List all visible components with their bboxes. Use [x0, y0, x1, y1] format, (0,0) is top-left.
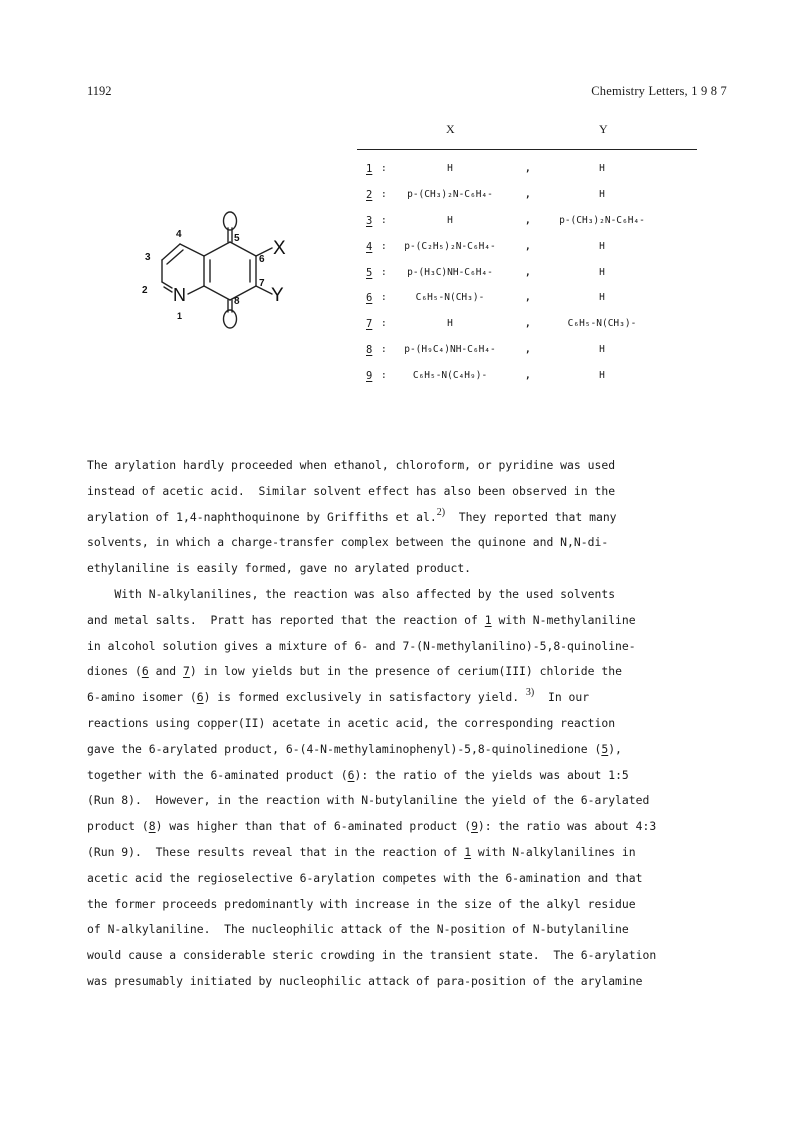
y-value: H — [599, 163, 605, 174]
text-line: solvents, in which a charge-transfer complex between the quinone and N,N-di- — [87, 535, 609, 550]
table-row: 1 : H , H — [366, 163, 605, 175]
text-line: 6-amino isomer (6) is formed exclusively in satisfactory yield. 3) In our — [87, 687, 590, 705]
y-value: p-(CH₃)₂N-C₆H₄- — [559, 215, 645, 226]
table-row: 3 : H , p-(CH₃)₂N-C₆H₄- — [366, 215, 645, 227]
table-row: 9 : C₆H₅-N(C₄H₉)- , H — [366, 370, 605, 382]
compound-number: 7 — [366, 318, 373, 330]
compound-number: 6 — [366, 292, 373, 304]
reference-marker: 2) — [436, 506, 446, 518]
compound-number: 2 — [366, 189, 373, 201]
text-line: diones (6 and 7) in low yields but in the presence of cerium(III) chloride the — [87, 664, 622, 679]
position-6: 6 — [259, 254, 265, 265]
y-value: H — [599, 189, 605, 200]
x-value: C₆H₅-N(CH₃)- — [415, 292, 485, 303]
compound-number: 5 — [366, 267, 373, 279]
x-value: p-(H₉C₄)NH-C₆H₄- — [404, 344, 496, 355]
compound-number: 8 — [366, 344, 373, 356]
column-header-x: X — [446, 122, 455, 136]
position-8: 8 — [234, 296, 240, 307]
compound-number: 9 — [366, 370, 373, 382]
table-row: 2 : p-(CH₃)₂N-C₆H₄- , H — [366, 189, 605, 201]
table-row: 8 : p-(H₉C₄)NH-C₆H₄- , H — [366, 344, 605, 356]
table-row: 7 : H , C₆H₅-N(CH₃)- — [366, 318, 637, 330]
text-line: in alcohol solution gives a mixture of 6- and 7-(N-methylanilino)-5,8-quinoline- — [87, 638, 636, 653]
text-line: would cause a considerable steric crowding in the transient state. The 6-arylation — [87, 948, 657, 963]
text-line: the former proceeds predominantly with increase in the size of the alkyl residue — [87, 896, 636, 911]
journal-running-head: Chemistry Letters, 1 9 8 7 — [591, 84, 727, 98]
text-line: With N-alkylanilines, the reaction was also affected by the used solvents — [87, 586, 616, 601]
y-value: H — [599, 292, 605, 303]
compound-ref: 6 — [347, 767, 355, 782]
substituent-x: X — [273, 238, 286, 259]
x-value: H — [447, 215, 453, 226]
body-text — [87, 455, 737, 997]
compound-number: 4 — [366, 241, 373, 253]
text-line: (Run 9). These results reveal that in the reaction of 1 with N-alkylanilines in — [87, 844, 636, 859]
compound-ref: 1 — [464, 844, 472, 859]
y-value: H — [599, 267, 605, 278]
reference-marker: 3) — [525, 687, 535, 699]
table-row: 5 : p-(H₃C)NH-C₆H₄- , H — [366, 267, 605, 279]
table-row: 6 : C₆H₅-N(CH₃)- , H — [366, 292, 605, 304]
compound-ref: 6 — [196, 690, 204, 705]
x-value: C₆H₅-N(C₄H₉)- — [412, 370, 488, 381]
text-line: together with the 6-aminated product (6): the ratio of the yields was about 1:5 — [87, 767, 629, 782]
text-line: ethylaniline is easily formed, gave no arylated product. — [87, 561, 472, 576]
y-value: H — [599, 344, 605, 355]
x-value: H — [447, 318, 453, 329]
compound-number: 1 — [366, 163, 373, 175]
page-number: 1192 — [87, 84, 112, 98]
position-5: 5 — [234, 233, 240, 244]
text-line: gave the 6-arylated product, 6-(4-N-methylaminophenyl)-5,8-quinolinedione (5), — [87, 741, 622, 756]
text-line: was presumably initiated by nucleophilic attack of para-position of the arylamine — [87, 973, 643, 988]
text-line: (Run 8). However, in the reaction with N-butylaniline the yield of the 6-arylated — [87, 793, 650, 808]
y-value: C₆H₅-N(CH₃)- — [567, 318, 637, 329]
text-line: and metal salts. Pratt has reported that the reaction of 1 with N-methylaniline — [87, 612, 636, 627]
table-row: 4 : p-(C₂H₅)₂N-C₆H₄- , H — [366, 241, 605, 253]
text-line: arylation of 1,4-naphthoquinone by Griffiths et al.2) They reported that many — [87, 506, 617, 524]
compound-ref: 1 — [484, 612, 492, 627]
text-line: acetic acid the regioselective 6-arylation competes with the 6-amination and that — [87, 870, 643, 885]
compound-ref: 9 — [471, 819, 478, 834]
position-3: 3 — [145, 252, 151, 263]
ring-nitrogen: N — [173, 285, 186, 305]
compound-ref: 6 — [141, 664, 149, 679]
position-2: 2 — [142, 285, 148, 296]
text-line: instead of acetic acid. Similar solvent effect has also been observed in the — [87, 483, 616, 498]
text-line: The arylation hardly proceeded when ethanol, chloroform, or pyridine was used — [87, 458, 616, 472]
text-line: of N-alkylaniline. The nucleophilic attack of the N-position of N-butylaniline — [87, 922, 629, 937]
column-header-y: Y — [599, 122, 608, 136]
x-value: p-(C₂H₅)₂N-C₆H₄- — [404, 241, 496, 252]
compound-ref: 5 — [601, 741, 609, 756]
x-value: p-(H₃C)NH-C₆H₄- — [407, 267, 493, 278]
x-value: p-(CH₃)₂N-C₆H₄- — [407, 189, 493, 200]
substituent-y: Y — [271, 285, 284, 306]
text-line: product (8) was higher than that of 6-aminated product (9): the ratio was about 4:3 — [87, 819, 657, 834]
y-value: H — [599, 241, 605, 252]
position-4: 4 — [176, 229, 182, 240]
compound-ref: 7 — [183, 664, 190, 679]
text-line: reactions using copper(II) acetate in acetic acid, the corresponding reaction — [87, 715, 616, 730]
table-rule — [357, 149, 697, 150]
x-value: H — [447, 163, 453, 174]
y-value: H — [599, 370, 605, 381]
compound-ref: 8 — [148, 819, 156, 834]
position-1: 1 — [177, 311, 183, 321]
compound-number: 3 — [366, 215, 373, 227]
position-7: 7 — [259, 278, 265, 289]
